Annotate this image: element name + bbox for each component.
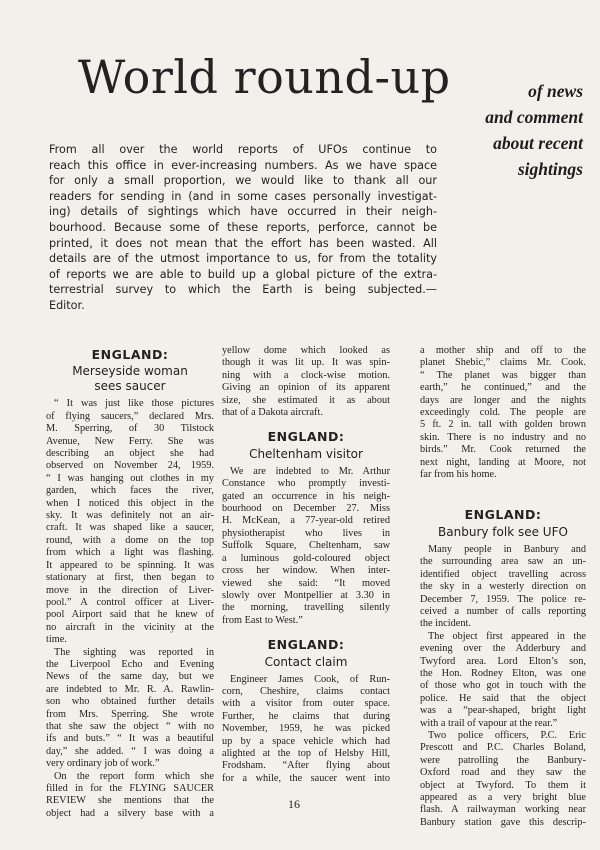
body-line: the surrounding area saw an un- — [420, 556, 586, 568]
body-line: from which a light was flashing. — [46, 547, 214, 559]
article-continuation — [420, 345, 586, 481]
body-line: slowly over Montpellier at 3.30 in — [222, 589, 390, 601]
body-line: The object first appeared in the — [428, 630, 586, 642]
body-line: “ It was just like those pictures — [54, 398, 214, 410]
body-line: Engineer James Cook, of Run- — [230, 673, 390, 685]
body-line: identified object travelling across — [420, 568, 586, 580]
body-line: earth,” he continued,” and the — [420, 382, 586, 394]
body-line: with a trail of vapour at the rear.” — [420, 717, 558, 729]
body-line: a luminous gold-coloured object — [222, 552, 390, 564]
region-heading: ENGLAND: — [267, 429, 345, 445]
body-line: when I noticed this object in the — [46, 497, 214, 509]
body-line: from East to West.” — [222, 614, 303, 626]
body-line: from Mrs. Sperring. She wrote — [46, 708, 214, 720]
article-headline — [46, 364, 214, 394]
body-line: REVIEW she mentions that the — [46, 795, 214, 807]
body-line: Banbury station gave this descrip- — [420, 816, 586, 828]
body-line: with a visitor from outer space. — [222, 698, 390, 710]
page-title: World round-up — [78, 50, 451, 104]
body-line: News of the same day, but we — [46, 671, 214, 683]
body-line: M. Sperring, of 30 Tilstock — [46, 423, 214, 435]
body-line: Constance who promptly investi- — [222, 478, 390, 490]
body-line: time. — [46, 634, 67, 646]
article-headline: Cheltenham visitor — [249, 446, 363, 461]
body-line: pool.” A control officer at Liver- — [46, 596, 214, 608]
intro-line: for only a small proportion, we would like to thank all our — [49, 174, 437, 188]
body-line: very ordinary job of work.” — [46, 758, 160, 770]
body-line: the Hon. Rodney Elton, was one — [420, 667, 586, 679]
article-headline: Banbury folk see UFO — [438, 524, 568, 539]
article-body — [222, 466, 390, 627]
body-line: It appeared to be spinning. It was — [46, 559, 214, 571]
intro-line: ing) details of sightings which have occurred in their neigh- — [49, 205, 437, 219]
body-line: were patrolling the Banbury- — [420, 754, 586, 766]
body-line: yellow dome which looked as — [222, 345, 390, 356]
body-line: birds.” Mr. Cook returned the — [420, 444, 586, 456]
body-line: the Liverpool Echo and Evening — [46, 658, 214, 670]
article-body — [420, 544, 586, 829]
body-line: Oxford road and they saw the — [420, 767, 586, 779]
body-line: that of a Dakota aircraft. — [222, 407, 323, 419]
body-line: physiotherapist who lives in — [222, 527, 390, 539]
body-line: Prescott and P.C. Charles Boland, — [420, 742, 586, 754]
region-heading: ENGLAND: — [464, 507, 542, 523]
body-line: On the report form which she — [54, 770, 214, 782]
body-line: filled in for the FLYING SAUCER — [46, 783, 214, 794]
body-line: day,” she added. “ I was doing a — [46, 745, 214, 757]
body-line: was a “pear-shaped, bright light — [420, 705, 586, 717]
body-line: no aircraft in the vicinity at the — [46, 621, 214, 633]
body-line: Two police officers, P.C. Eric — [428, 729, 586, 741]
body-line: next night, landing at Moore, not — [420, 456, 586, 468]
article-body — [222, 674, 390, 786]
column-2 — [222, 345, 390, 785]
article-body — [46, 398, 214, 820]
body-line: ning with a clock-wise motion. — [222, 369, 390, 381]
body-line: December 7, 1959. The police re- — [420, 593, 586, 605]
page-number: 16 — [288, 797, 300, 811]
body-line: sky. It was definitely not an air- — [46, 510, 214, 522]
headline-line: sees saucer — [94, 379, 166, 394]
body-line: evening over the Adderbury and — [420, 643, 586, 655]
body-line: that she saw the object “ with no — [46, 720, 214, 732]
body-line: son who obtained further details — [46, 696, 214, 708]
body-line: describing an object she had — [46, 448, 214, 460]
body-line: object had a silvery base with a — [46, 807, 214, 819]
editorial-intro — [49, 142, 437, 314]
body-line: appeared as a very bright blue — [420, 792, 586, 803]
article-continuation — [222, 345, 390, 419]
body-line: far from his home. — [420, 469, 497, 481]
body-line: ceived a number of calls reporting — [420, 605, 586, 617]
tagline-line: and comment — [485, 107, 583, 127]
intro-line: reach this office in ever-increasing numbers. As we have space — [49, 158, 437, 172]
body-line: size, she estimated it as about — [222, 394, 390, 406]
body-line: 5 ft. 2 in. tall with golden brown — [420, 419, 586, 431]
body-line: Further, he claims that during — [222, 710, 390, 722]
body-line: November, 1959, he was picked — [222, 723, 390, 735]
headline-line: Merseyside woman — [72, 364, 188, 379]
body-line: object at Twyford. To them it — [420, 779, 586, 791]
body-line: ifs and buts.” “ It was a beautiful — [46, 733, 214, 745]
body-line: viewed she said: “It moved — [222, 577, 390, 589]
body-line: skin. There is no industry and no — [420, 431, 586, 443]
body-line: Avenue, New Ferry. She was — [46, 435, 214, 447]
body-line: of flying saucers,” declared Mrs. — [46, 410, 214, 422]
body-line: stationary at first, then began to — [46, 572, 214, 584]
body-line: corn, Cheshire, claims contact — [222, 685, 390, 697]
body-line: a mother ship and off to the — [420, 345, 586, 356]
body-line: We are indebted to Mr. Arthur — [230, 465, 390, 477]
body-line: the sky in a westerly direction on — [420, 581, 586, 593]
intro-line: readers for sending in (and in some cases personally investigat- — [49, 189, 437, 203]
article-headline: Contact claim — [264, 654, 348, 669]
body-line: garden, which faces the river, — [46, 485, 214, 497]
intro-line: From all over the world reports of UFOs continue to — [49, 143, 437, 156]
body-line: Many people in Banbury and — [428, 543, 586, 555]
body-line: “ The planet was bigger than — [420, 369, 586, 381]
body-line: flash. A railwayman working near — [420, 804, 586, 816]
body-line: up by a space vehicle which had — [222, 735, 390, 747]
body-line: Suffolk Square, Cheltenham, saw — [222, 540, 390, 552]
body-line: bourhood on December 27. Miss — [222, 503, 390, 515]
body-line: cross her window. When inter- — [222, 565, 390, 577]
body-line: round, with a dome on the top — [46, 534, 214, 546]
body-line: Frodsham. “After flying about — [222, 760, 390, 772]
tagline-line: sightings — [517, 159, 583, 179]
body-line: though it was lit up. It was spin- — [222, 357, 390, 369]
intro-line: details are of the utmost importance to us, for from the totality — [49, 252, 437, 266]
body-line: craft. It was shaped like a saucer, — [46, 522, 214, 534]
intro-line: Editor. — [49, 298, 85, 312]
column-3 — [420, 345, 586, 829]
body-line: days are longer and the nights — [420, 394, 586, 406]
intro-line: bourhood. Because some of these reports, perforce, cannot be — [49, 220, 437, 234]
body-line: alighted at the top of Helsby Hill, — [222, 747, 390, 759]
region-heading: ENGLAND: — [267, 637, 345, 653]
intro-line: terrestrial survey to which the Earth is being subjected.— — [49, 283, 437, 297]
body-line: for a while, the saucer went into — [222, 772, 390, 784]
body-line: the incident. — [420, 618, 471, 630]
body-line: police. He said that the object — [420, 692, 586, 704]
intro-line: printed, it does not mean that the effort has been wasted. All — [49, 236, 437, 250]
column-1 — [46, 345, 214, 820]
body-line: pool Airport said that he knew of — [46, 609, 214, 621]
body-line: H. McKean, a 77-year-old retired — [222, 515, 390, 527]
body-line: gated an occurrence in his neigh- — [222, 490, 390, 502]
tagline — [443, 78, 583, 182]
body-line: “ I was hanging out clothes in my — [46, 472, 214, 484]
body-line: Twyford area. Lord Elton’s son, — [420, 655, 586, 667]
region-heading: ENGLAND: — [91, 347, 169, 362]
body-line: planet Shebic,” claims Mr. Cook. — [420, 357, 586, 369]
tagline-line: of news — [528, 81, 583, 101]
tagline-line: about recent — [493, 133, 583, 153]
body-line: observed on November 24, 1959. — [46, 460, 214, 472]
body-line: are indebted to Mr. R. A. Rawlin- — [46, 683, 214, 695]
body-line: The sighting was reported in — [54, 646, 214, 658]
body-line: move in the direction of Liver- — [46, 584, 214, 596]
intro-line: of reports we are able to build up a global picture of the extra- — [49, 267, 437, 281]
body-line: the morning, travelling silently — [222, 602, 390, 614]
body-line: Giving an opinion of its apparent — [222, 382, 390, 394]
body-line: exceedingly cold. The people are — [420, 407, 586, 419]
body-line: of those who got in touch with the — [420, 680, 586, 692]
